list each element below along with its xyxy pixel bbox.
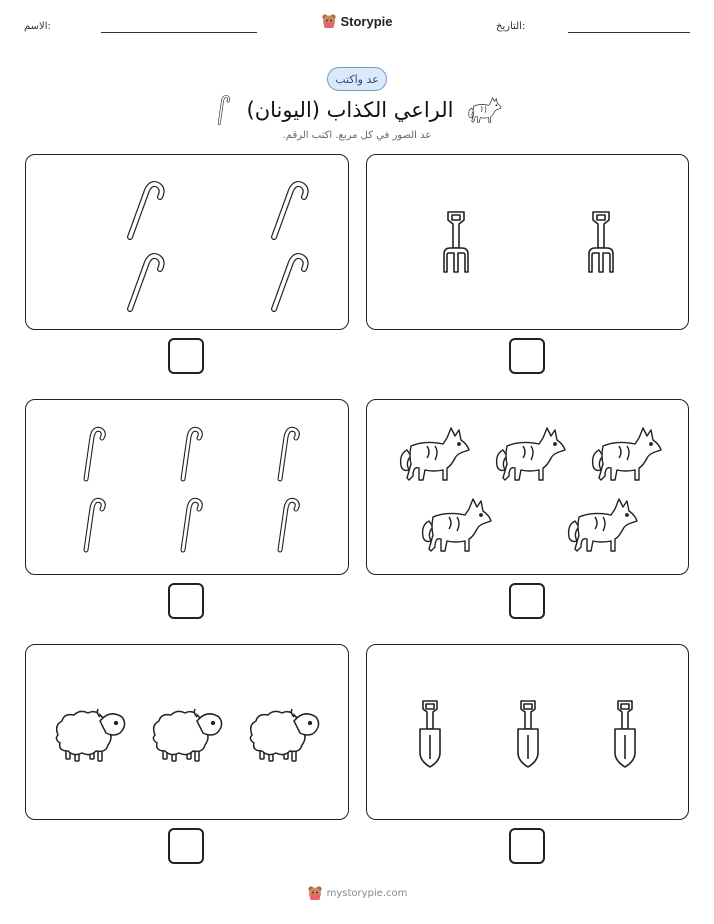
fork-icon	[367, 155, 690, 331]
answer-box-sheep[interactable]	[168, 828, 204, 864]
instructions: عد الصور في كل مربع. اكتب الرقم.	[282, 130, 432, 141]
storypie-logo-icon	[321, 13, 337, 29]
count-card-sheep	[25, 644, 349, 820]
activity-badge: عد واكتب	[327, 67, 387, 91]
answer-box-shovel[interactable]	[509, 828, 545, 864]
shovel-icon	[367, 645, 690, 821]
footer	[0, 885, 714, 905]
wolf-icon	[467, 93, 503, 127]
count-card-shovel	[366, 644, 689, 820]
brand-name: Storypie	[340, 13, 393, 29]
wolf-icon	[367, 400, 690, 576]
count-card-candy-cane	[25, 154, 349, 330]
answer-box-wolf[interactable]	[509, 583, 545, 619]
staff-icon	[211, 93, 233, 127]
candy-cane-icon	[26, 155, 350, 331]
sheep-icon	[26, 645, 350, 821]
answer-box-candy-cane[interactable]	[168, 338, 204, 374]
count-card-staff	[25, 399, 349, 575]
page-title	[0, 93, 714, 132]
count-card-wolf	[366, 399, 689, 575]
page-title-text: الراعي الكذاب (اليونان)	[246, 98, 454, 122]
storypie-logo-icon	[307, 885, 323, 901]
date-label: التاريخ:	[496, 21, 526, 32]
name-label: الاسم:	[24, 21, 51, 32]
answer-box-staff[interactable]	[168, 583, 204, 619]
brand	[0, 13, 714, 33]
answer-box-fork[interactable]	[509, 338, 545, 374]
count-card-fork	[366, 154, 689, 330]
staff-icon	[26, 400, 350, 576]
footer-url[interactable]: mystorypie.com	[326, 887, 408, 899]
